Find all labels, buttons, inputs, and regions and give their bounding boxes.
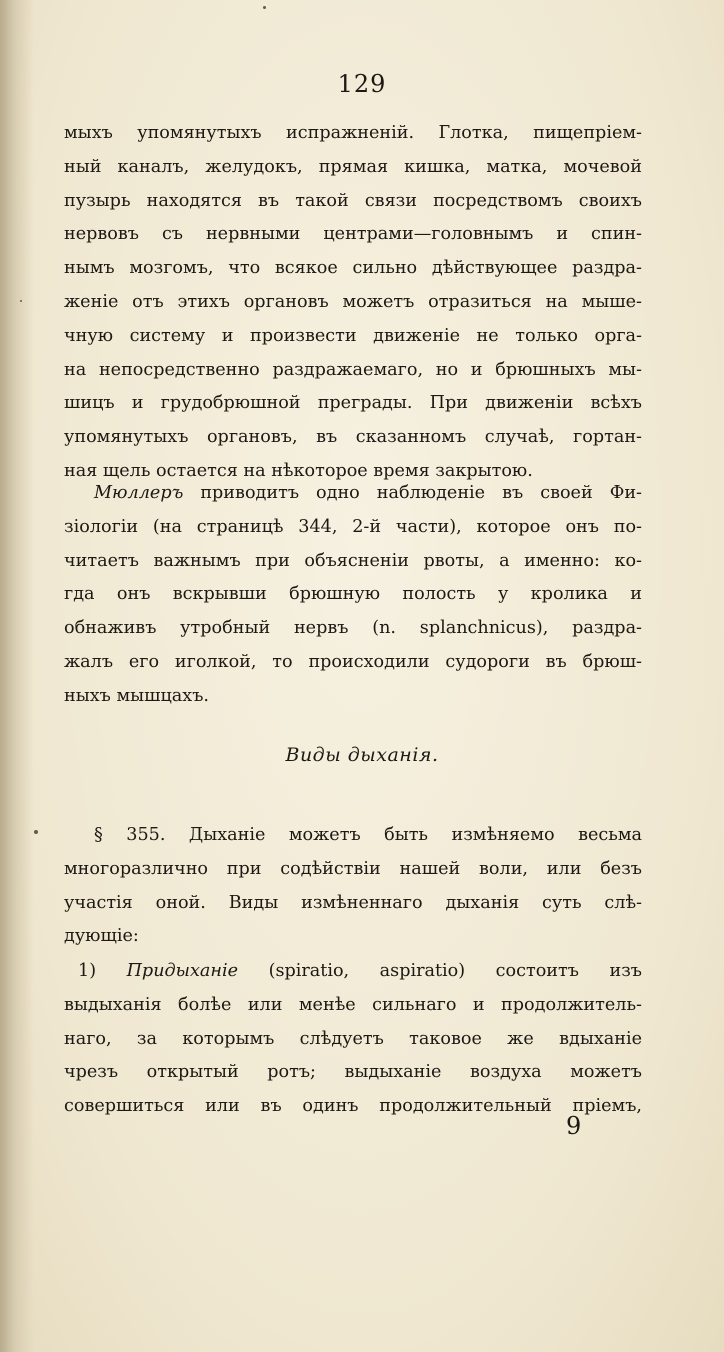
text-fragment: (spiratio, aspiratio) состоитъ изъ [238,961,642,981]
item-number: 1) [78,961,127,981]
text-line: пузырь находятся въ такой связи посредствомъ своихъ [64,190,642,211]
paper-speck [20,300,22,302]
paper-speck [34,830,38,834]
text-line: § 355. Дыханіе можетъ быть измѣняемо весьма [94,825,642,845]
text-line: чрезъ открытый ротъ; выдыханіе воздуха можетъ [64,1062,642,1083]
text-line: обнаживъ утробный нервъ (n. splanchnicus), раздра- [64,618,642,639]
text-line: ныхъ мышцахъ. [64,685,209,706]
text-line: участія оной. Виды измѣненнаго дыханія суть слѣ- [64,892,642,913]
text-line: многоразлично при содѣйствіи нашей воли, или безъ [64,858,642,879]
text-line: совершиться или въ одинъ продолжительный пріемъ, [64,1096,642,1117]
text-line: на непосредственно раздражаемаго, но и брюшныхъ мы- [64,359,642,380]
text-line: ная щель остается на нѣкоторое время закрытою. [64,460,533,481]
signature-mark: 9 [566,1112,582,1140]
page-number: 129 [337,70,387,98]
paragraph-continuation [64,117,642,489]
paragraph-item-1 [64,955,642,1124]
paragraph-mueller [64,477,642,714]
term-name: Придыханіе [126,961,239,981]
author-name: Мюллеръ [94,483,184,503]
text-line: шицъ и грудобрюшной преграды. При движеніи всѣхъ [64,393,642,414]
text-line [64,477,642,511]
text-line: упомянутыхъ органовъ, въ сказанномъ случаѣ, гортан- [64,427,642,448]
text-line: ный каналъ, желудокъ, прямая кишка, матка, мочевой [64,156,642,177]
text-line: женіе отъ этихъ органовъ можетъ отразиться на мыше- [64,291,642,312]
text-line: гда онъ вскрывши брюшную полость у кролика и [64,584,642,605]
text-line: читаетъ важнымъ при объясненіи рвоты, а именно: ко- [64,550,642,571]
text-line [64,955,642,989]
text-line: жалъ его иголкой, то происходили судороги въ брюш- [64,651,642,672]
text-line: дующіе: [64,926,139,947]
text-line: мыхъ упомянутыхъ испражненій. Глотка, пищепріем- [64,123,642,143]
text-line: наго, за которымъ слѣдуетъ таковое же вдыханіе [64,1028,642,1049]
text-line: нымъ мозгомъ, что всякое сильно дѣйствующее раздра- [64,258,642,279]
text-line: зіологіи (на страницѣ 344, 2-й части), которое онъ по- [64,516,642,537]
text-line: нервовъ съ нервными центрами—головнымъ и спин- [64,224,642,245]
section-heading: Виды дыханія. [285,744,439,766]
text-fragment: приводитъ одно наблюденіе въ своей Фи- [183,483,642,503]
text-line: выдыханія болѣе или менѣе сильнаго и продолжитель- [64,994,642,1015]
binding-shadow [0,0,34,1352]
text-line: чную систему и произвести движеніе не только орга- [64,325,642,346]
paper-speck [263,6,266,9]
paragraph-355 [64,819,642,954]
